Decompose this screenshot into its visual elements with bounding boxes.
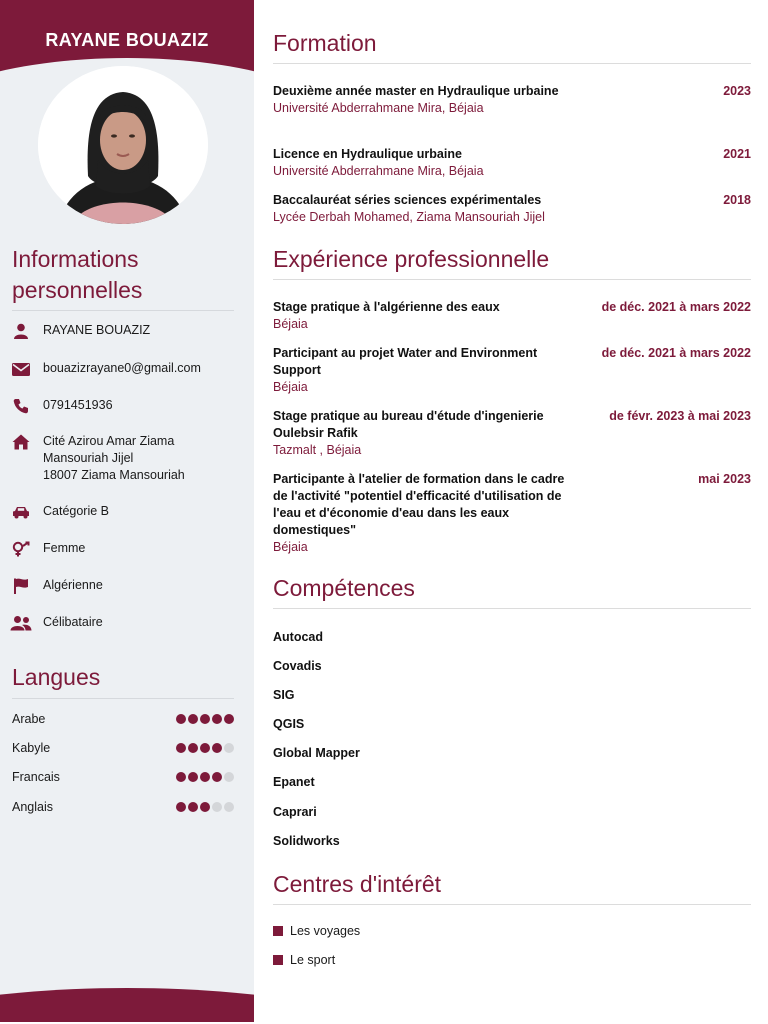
language-row [12, 799, 234, 815]
info-phone [10, 397, 246, 415]
language-level-5-of-5 [176, 714, 234, 724]
divider [273, 279, 751, 280]
info-status [10, 614, 246, 632]
language-name: Arabe [12, 712, 46, 726]
divider [12, 310, 234, 311]
entry-title: Participant au projet Water and Environment Support [273, 346, 538, 377]
skill-item: Epanet [273, 775, 315, 789]
info-phone-text: 0791451936 [43, 398, 113, 412]
divider [273, 63, 751, 64]
gender-icon [10, 540, 32, 558]
user-icon [10, 322, 32, 340]
interests-section-title: Centres d'intérêt [273, 871, 442, 897]
interest-label: Les voyages [290, 924, 361, 938]
entry-location: Béjaia [273, 317, 308, 331]
skill-item: SIG [273, 688, 295, 702]
skills-section-title: Compétences [273, 575, 415, 601]
language-name: Kabyle [12, 741, 51, 755]
formation-entry [273, 192, 751, 225]
info-gender [10, 540, 246, 558]
info-status-text: Célibataire [43, 615, 103, 629]
language-level-3-of-5 [176, 802, 234, 812]
sidebar [0, 0, 254, 1022]
car-icon [10, 503, 32, 521]
candidate-name: RAYANE BOUAZIZ [45, 30, 209, 50]
entry-location: Tazmalt , Béjaia [273, 443, 362, 457]
info-email [10, 360, 246, 378]
language-row [12, 711, 234, 727]
info-email-text: bouazizrayane0@gmail.com [43, 361, 201, 375]
entry-institution: Université Abderrahmane Mira, Béjaia [273, 101, 484, 115]
sidebar-footer-curve [0, 988, 254, 1022]
entry-institution: Université Abderrahmane Mira, Béjaia [273, 164, 484, 178]
entry-location: Béjaia [273, 380, 308, 394]
skill-item: Autocad [273, 630, 323, 644]
info-nationality-text: Algérienne [43, 578, 103, 592]
flag-icon [10, 577, 32, 595]
interest-item [273, 953, 335, 967]
entry-title: Stage pratique au bureau d'étude d'ingenierie Oulebsir Rafik [273, 409, 544, 440]
formation-entry [273, 146, 751, 179]
skill-item: Covadis [273, 659, 322, 673]
square-bullet-icon [273, 955, 283, 965]
entry-date: 2021 [723, 147, 751, 161]
skill-item: Global Mapper [273, 746, 360, 760]
skill-item: Caprari [273, 805, 317, 819]
experience-entry [273, 345, 751, 395]
envelope-icon [10, 360, 32, 378]
square-bullet-icon [273, 926, 283, 936]
divider [273, 904, 751, 905]
language-row [12, 740, 234, 756]
language-level-4-of-5 [176, 772, 234, 782]
info-address [10, 433, 246, 484]
formation-entry [273, 83, 751, 116]
entry-institution: Lycée Derbah Mohamed, Ziama Mansouriah Jijel [273, 210, 545, 224]
languages-section-title: Langues [12, 664, 101, 690]
address-line-2: Mansouriah Jijel [43, 451, 134, 465]
entry-date: mai 2023 [698, 472, 751, 486]
skill-item: Solidworks [273, 834, 340, 848]
entry-date: 2023 [723, 84, 751, 98]
entry-date: de déc. 2021 à mars 2022 [601, 346, 751, 360]
formation-section-title: Formation [273, 30, 377, 56]
entry-title: Stage pratique à l'algérienne des eaux [273, 300, 500, 314]
address-line-3: 18007 Ziama Mansouriah [43, 468, 185, 482]
experience-entry [273, 408, 751, 458]
info-license [10, 503, 246, 521]
language-level-4-of-5 [176, 743, 234, 753]
info-nationality [10, 577, 246, 595]
interest-item [273, 924, 360, 938]
divider [273, 608, 751, 609]
info-name [10, 322, 246, 340]
experience-section-title: Expérience professionnelle [273, 246, 550, 272]
interest-label: Le sport [290, 953, 336, 967]
phone-icon [10, 397, 32, 415]
info-gender-text: Femme [43, 541, 86, 555]
users-icon [10, 614, 32, 632]
language-name: Francais [12, 770, 60, 784]
language-row [12, 769, 234, 785]
info-license-text: Catégorie B [43, 504, 110, 518]
address-line-1: Cité Azirou Amar Ziama [43, 434, 175, 448]
entry-title: Deuxième année master en Hydraulique urbaine [273, 84, 559, 98]
entry-date: de déc. 2021 à mars 2022 [601, 300, 751, 314]
home-icon [10, 433, 32, 451]
info-name-text: RAYANE BOUAZIZ [43, 323, 151, 337]
experience-entry [273, 471, 751, 555]
profile-photo [38, 66, 208, 224]
info-section-title: Informations personnelles [12, 246, 143, 303]
entry-title: Participante à l'atelier de formation dans le cadre de l'activité "potentiel d'efficacité d'utilisation de l'eau et d'économie d'eau dans les eaux domestiques" [273, 472, 565, 537]
entry-date: de févr. 2023 à mai 2023 [609, 409, 751, 423]
entry-location: Béjaia [273, 540, 308, 554]
divider [12, 698, 234, 699]
skill-item: QGIS [273, 717, 305, 731]
entry-date: 2018 [723, 193, 751, 207]
experience-entry [273, 299, 751, 332]
entry-title: Licence en Hydraulique urbaine [273, 147, 462, 161]
language-name: Anglais [12, 800, 53, 814]
entry-title: Baccalauréat séries sciences expérimentales [273, 193, 542, 207]
